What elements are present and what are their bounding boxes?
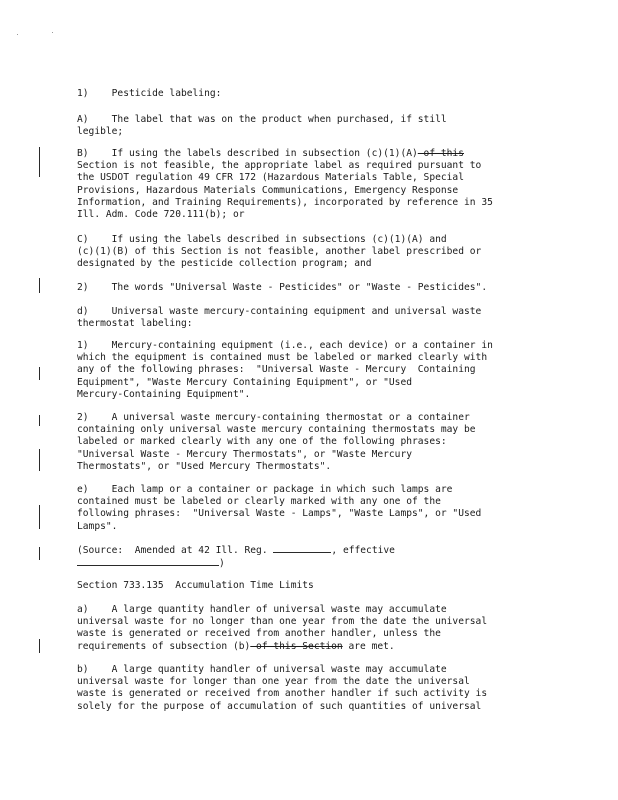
text-line: Mercury-Containing Equipment". — [77, 388, 251, 400]
text-line: contained must be labeled or clearly marked with any one of the — [77, 496, 441, 508]
text-line: Section is not feasible, the appropriate label as required pursuant to — [77, 160, 482, 172]
source-note — [77, 544, 547, 570]
text-line: the USDOT regulation 49 CFR 172 (Hazardous Materials Table, Special — [77, 172, 464, 184]
section-heading — [77, 580, 547, 592]
text-line: C) If using the labels described in subsections (c)(1)(A) and — [77, 234, 447, 245]
text-line: any of the following phrases: "Universal Waste - Mercury Containing — [77, 364, 476, 376]
text-line: containing only universal waste mercury containing thermostats may be — [77, 424, 476, 436]
text-line: Provisions, Hazardous Materials Communications, Emergency Response — [77, 184, 459, 196]
text-line: e) Each lamp or a container or package in which such lamps are — [77, 484, 453, 495]
text-line: labeled or marked clearly with any one of the following phrases: — [77, 436, 447, 448]
text-line: universal waste for no longer than one year from the date the universal — [77, 616, 488, 628]
line-segment: B) If using the labels described in subsection (c)(1)(A) — [77, 148, 418, 159]
source-prefix: (Source: Amended at 42 Ill. Reg. — [77, 545, 274, 556]
paragraph-a-accumulation — [77, 604, 547, 653]
text-line: universal waste for longer than one year from the date the universal — [77, 676, 470, 688]
paragraph-a-original-label — [77, 114, 547, 138]
text-line: Thermostats", or "Used Mercury Thermostats". — [77, 460, 332, 472]
text-line: Equipment", "Waste Mercury Containing Equipment", or "Used — [77, 376, 413, 388]
revision-bar — [39, 147, 40, 177]
text-line: a) A large quantity handler of universal waste may accumulate — [77, 604, 447, 615]
text-line: Ill. Adm. Code 720.111(b); or — [77, 209, 245, 221]
text-line: Information, and Training Requirements), incorporated by reference in 35 — [77, 196, 493, 208]
text-line — [77, 148, 547, 160]
source-effective: , effective — [331, 545, 395, 556]
revision-bar — [39, 415, 40, 426]
revision-bar — [39, 278, 40, 293]
line-segment: requirements of subsection (b) — [77, 640, 251, 652]
struck-text: of this — [417, 148, 464, 159]
text-line: A) The label that was on the product when purchased, if still — [77, 114, 447, 125]
paragraph-e-lamps — [77, 484, 547, 533]
text-line: (c)(1)(B) of this Section is not feasible, another label prescribed or — [77, 246, 482, 258]
text-line: "Universal Waste - Mercury Thermostats", or "Waste Mercury — [77, 448, 413, 460]
text-line: waste is generated or received from another handler if such activity is — [77, 688, 488, 700]
register-blank — [273, 544, 331, 553]
text-line: 1) Mercury-containing equipment (i.e., each device) or a container in — [77, 340, 493, 351]
revision-bar — [39, 449, 40, 471]
text-line: following phrases: "Universal Waste - Lamps", "Waste Lamps", or "Used — [77, 508, 482, 520]
paragraph-2-thermostats — [77, 412, 547, 473]
paragraph-2-universal-waste-words — [77, 282, 547, 294]
revision-bar — [39, 547, 40, 560]
revision-bar — [39, 639, 40, 653]
text-line: b) A large quantity handler of universal waste may accumulate — [77, 664, 447, 675]
text-line: Lamps". — [77, 520, 118, 532]
paragraph-c-collection-label — [77, 234, 547, 271]
paragraph-b-usdot-label — [77, 148, 547, 221]
text-line: which the equipment is contained must be labeled or marked clearly with — [77, 352, 488, 364]
revision-bar — [39, 505, 40, 529]
paragraph-1-mercury-equipment — [77, 340, 547, 401]
paragraph-pesticide-labeling — [77, 88, 547, 100]
paragraph-b-accumulation — [77, 664, 547, 713]
text-line — [77, 641, 547, 653]
revision-bar — [39, 367, 40, 380]
text-line: 2) A universal waste mercury-containing thermostat or a container — [77, 412, 470, 423]
text-line: d) Universal waste mercury-containing equipment and universal waste — [77, 306, 482, 317]
text-line: 2) The words "Universal Waste - Pesticides" or "Waste - Pesticides". — [77, 282, 488, 293]
text-line: legible; — [77, 126, 124, 138]
source-close: ) — [219, 558, 225, 570]
text-line: waste is generated or received from another handler, unless the — [77, 628, 441, 640]
text-line: solely for the purpose of accumulation of such quantities of universal — [77, 700, 482, 712]
text-line: thermostat labeling: — [77, 318, 193, 330]
section-title: Section 733.135 Accumulation Time Limits — [77, 580, 314, 591]
effective-date-blank — [77, 557, 219, 566]
text-line: designated by the pesticide collection program; and — [77, 258, 372, 270]
paragraph-d-mercury-labeling — [77, 306, 547, 330]
struck-text: of this Section — [250, 640, 343, 652]
line-segment: are met. — [342, 640, 395, 652]
text-line: 1) Pesticide labeling: — [77, 88, 222, 99]
